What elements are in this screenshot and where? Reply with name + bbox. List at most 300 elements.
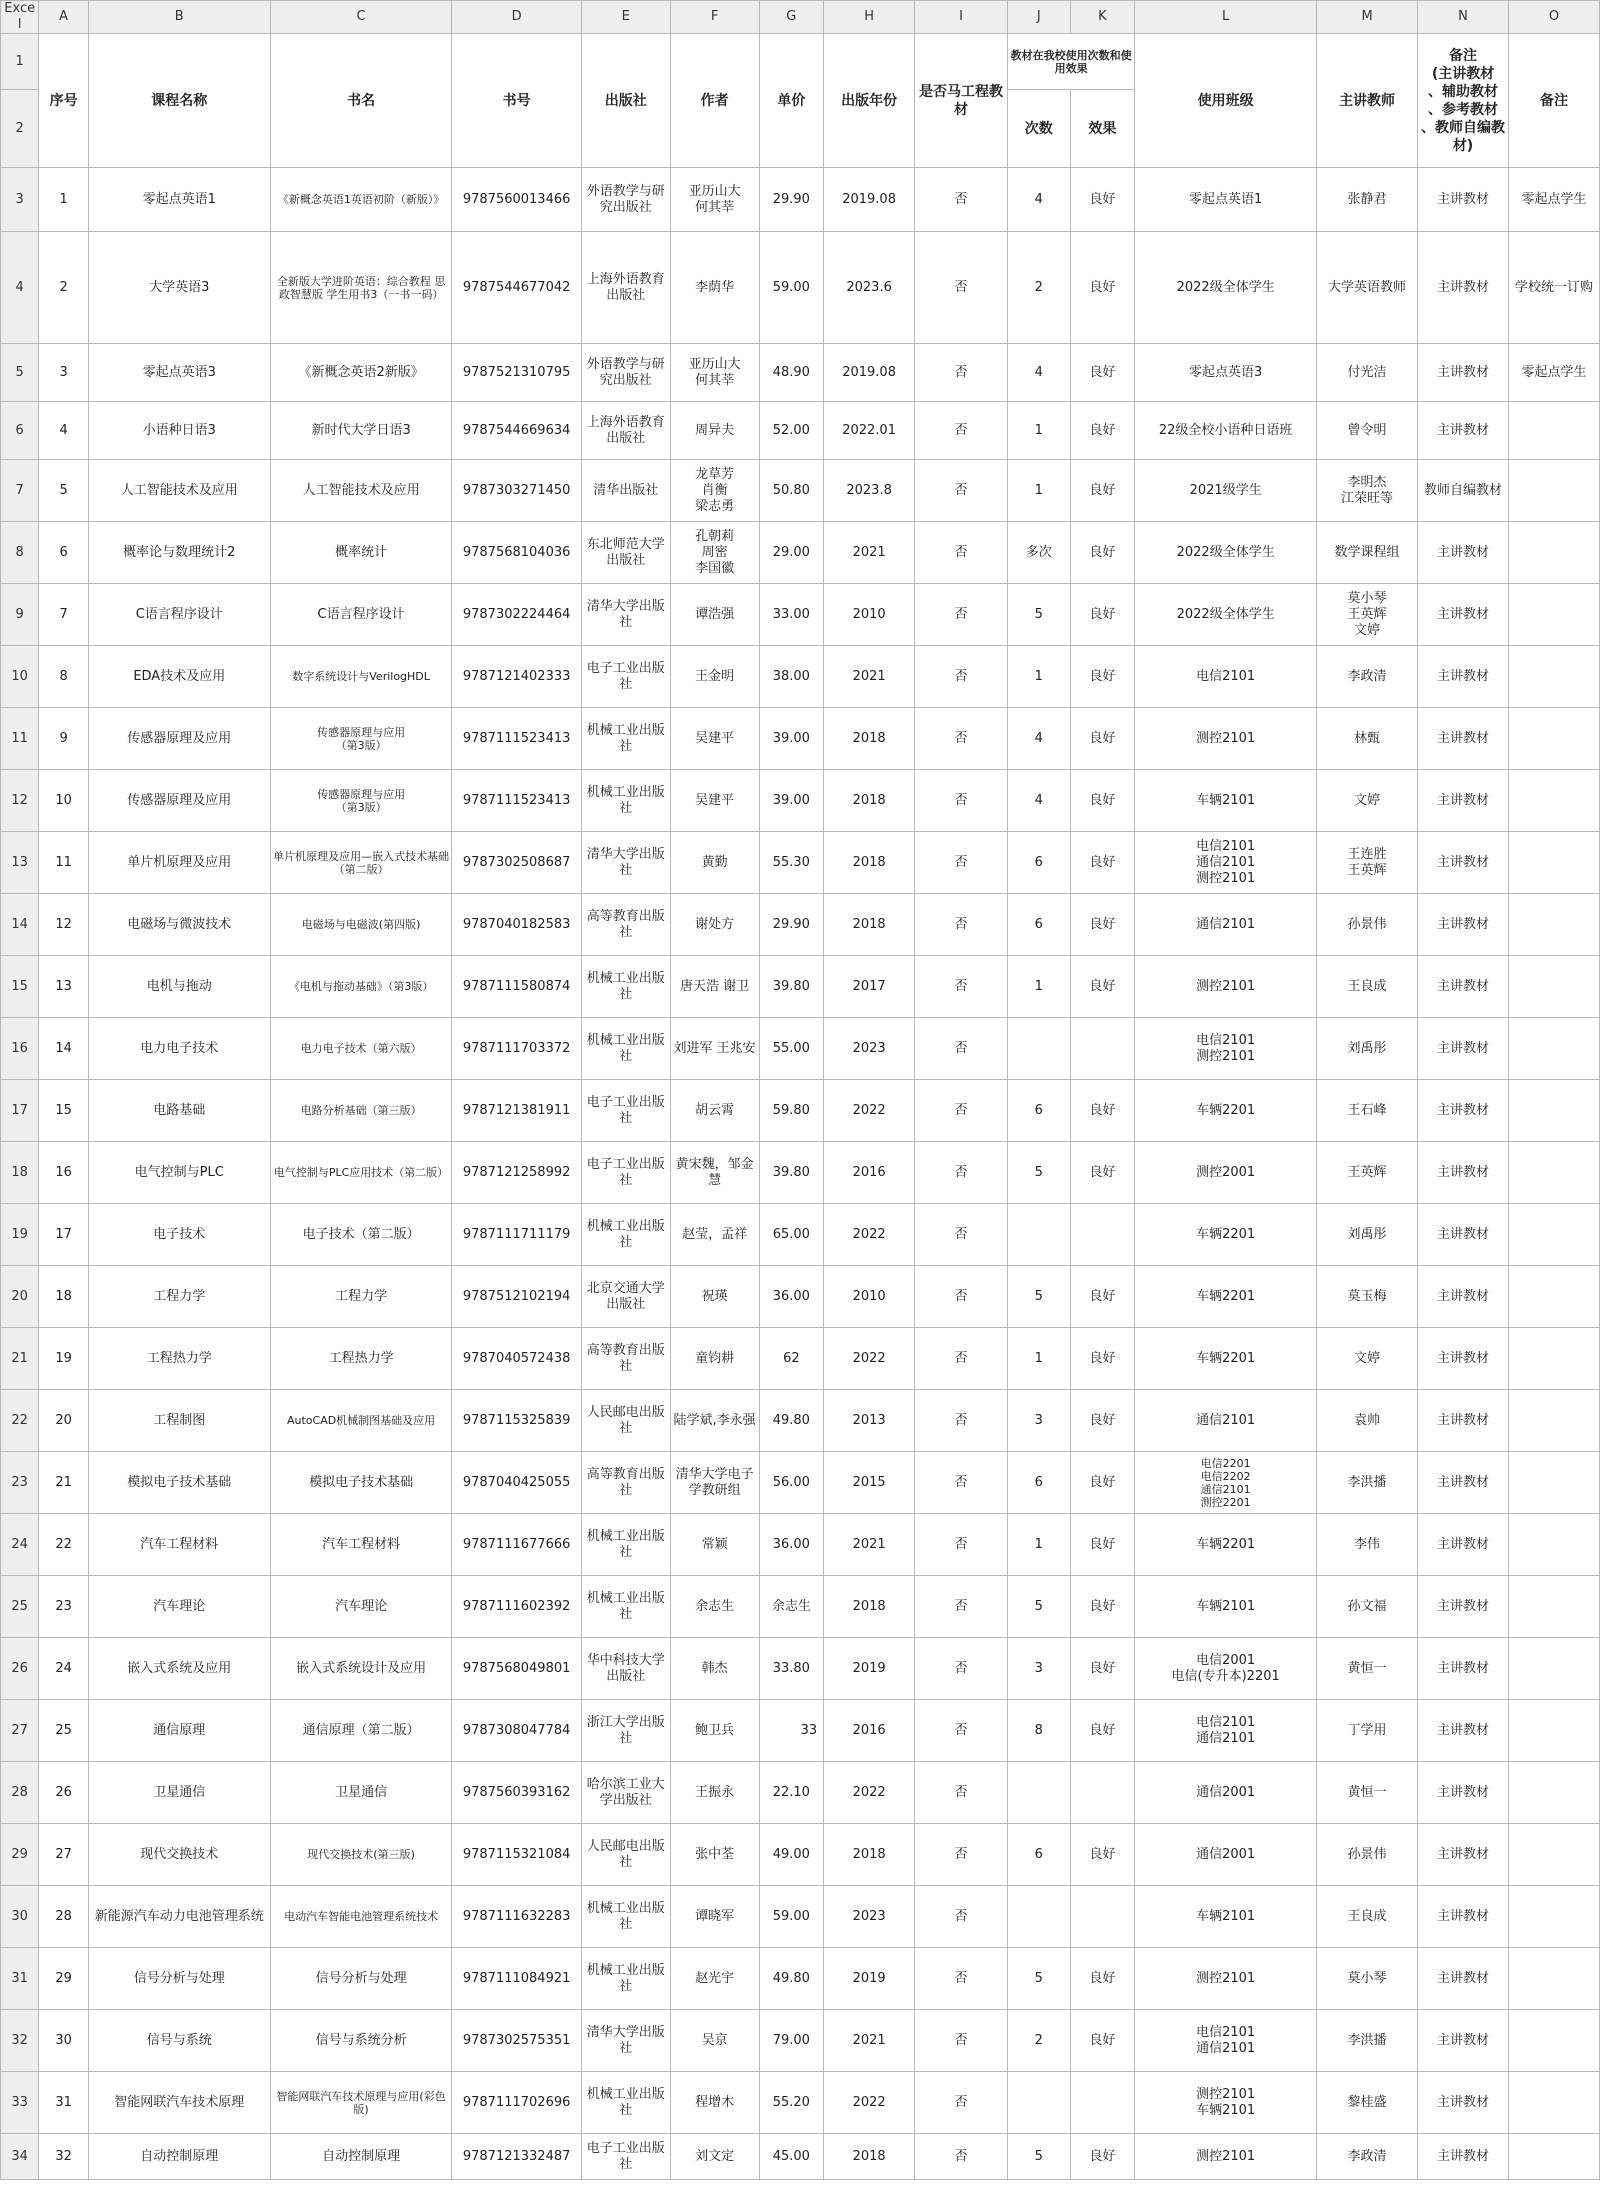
cell-classes[interactable]: 2022级全体学生 (1135, 232, 1317, 344)
cell-course[interactable]: 自动控制原理 (88, 2134, 270, 2180)
cell-course[interactable]: 电磁场与微波技术 (88, 894, 270, 956)
cell-isbn[interactable]: 9787568049801 (452, 1638, 581, 1700)
cell-marx[interactable]: 否 (915, 522, 1008, 584)
cell-book[interactable]: 数字系统设计与VerilogHDL (270, 646, 452, 708)
cell-book[interactable]: 信号分析与处理 (270, 1948, 452, 2010)
cell-note-type[interactable]: 主讲教材 (1418, 1700, 1509, 1762)
column-header-m[interactable]: M (1317, 1, 1418, 34)
cell-book[interactable]: 电力电子技术（第六版） (270, 1018, 452, 1080)
cell-publisher[interactable]: 人民邮电出版社 (581, 1390, 670, 1452)
cell-year[interactable]: 2023.8 (824, 460, 915, 522)
cell-isbn[interactable]: 9787521310795 (452, 344, 581, 402)
cell-year[interactable]: 2015 (824, 1452, 915, 1514)
cell-count[interactable]: 5 (1007, 1266, 1070, 1328)
cell-teacher[interactable]: 数学课程组 (1317, 522, 1418, 584)
cell-publisher[interactable]: 机械工业出版社 (581, 1576, 670, 1638)
cell-publisher[interactable]: 清华大学出版社 (581, 2010, 670, 2072)
header-count[interactable]: 次数 (1007, 90, 1070, 168)
cell-price[interactable]: 33.00 (759, 584, 824, 646)
cell-effect[interactable]: 良好 (1070, 1266, 1135, 1328)
cell-teacher[interactable]: 林甄 (1317, 708, 1418, 770)
row-number[interactable]: 6 (1, 402, 39, 460)
cell-count[interactable]: 1 (1007, 956, 1070, 1018)
cell-course[interactable]: 现代交换技术 (88, 1824, 270, 1886)
cell-course[interactable]: 工程制图 (88, 1390, 270, 1452)
cell-isbn[interactable]: 9787111084921 (452, 1948, 581, 2010)
cell-classes[interactable]: 测控2101 (1135, 2134, 1317, 2180)
cell-note[interactable] (1508, 832, 1599, 894)
cell-marx[interactable]: 否 (915, 708, 1008, 770)
row-number[interactable]: 25 (1, 1576, 39, 1638)
cell-course[interactable]: 传感器原理及应用 (88, 770, 270, 832)
row-number[interactable]: 17 (1, 1080, 39, 1142)
cell-note[interactable] (1508, 584, 1599, 646)
row-number[interactable]: 15 (1, 956, 39, 1018)
cell-isbn[interactable]: 9787302575351 (452, 2010, 581, 2072)
header-year[interactable]: 出版年份 (824, 34, 915, 168)
cell-note-type[interactable]: 教师自编教材 (1418, 460, 1509, 522)
cell-marx[interactable]: 否 (915, 1638, 1008, 1700)
cell-author[interactable]: 吴建平 (670, 770, 759, 832)
cell-year[interactable]: 2019.08 (824, 168, 915, 232)
cell-course[interactable]: 人工智能技术及应用 (88, 460, 270, 522)
cell-publisher[interactable]: 高等教育出版社 (581, 894, 670, 956)
cell-year[interactable]: 2022.01 (824, 402, 915, 460)
cell-teacher[interactable]: 孙景伟 (1317, 1824, 1418, 1886)
cell-count[interactable]: 5 (1007, 1948, 1070, 2010)
cell-author[interactable]: 黄宋魏，邹金慧 (670, 1142, 759, 1204)
cell-course[interactable]: 零起点英语1 (88, 168, 270, 232)
cell-author[interactable]: 唐天浩 谢卫 (670, 956, 759, 1018)
cell-year[interactable]: 2022 (824, 1204, 915, 1266)
cell-count[interactable] (1007, 1018, 1070, 1080)
cell-seq[interactable]: 16 (39, 1142, 88, 1204)
cell-seq[interactable]: 17 (39, 1204, 88, 1266)
cell-teacher[interactable]: 王石峰 (1317, 1080, 1418, 1142)
row-number[interactable]: 8 (1, 522, 39, 584)
cell-note[interactable] (1508, 2072, 1599, 2134)
cell-publisher[interactable]: 外语教学与研究出版社 (581, 344, 670, 402)
header-seq[interactable]: 序号 (39, 34, 88, 168)
cell-book[interactable]: 新时代大学日语3 (270, 402, 452, 460)
row-number[interactable]: 10 (1, 646, 39, 708)
cell-note-type[interactable]: 主讲教材 (1418, 1328, 1509, 1390)
cell-effect[interactable]: 良好 (1070, 1328, 1135, 1390)
cell-year[interactable]: 2018 (824, 770, 915, 832)
cell-seq[interactable]: 12 (39, 894, 88, 956)
cell-book[interactable]: 电路分析基础（第三版） (270, 1080, 452, 1142)
cell-note[interactable] (1508, 1018, 1599, 1080)
column-header-g[interactable]: G (759, 1, 824, 34)
cell-book[interactable]: 汽车工程材料 (270, 1514, 452, 1576)
cell-effect[interactable]: 良好 (1070, 460, 1135, 522)
cell-effect[interactable]: 良好 (1070, 1452, 1135, 1514)
cell-count[interactable]: 5 (1007, 1576, 1070, 1638)
cell-course[interactable]: 工程热力学 (88, 1328, 270, 1390)
cell-isbn[interactable]: 9787040572438 (452, 1328, 581, 1390)
corner-cell[interactable]: Excel (1, 1, 39, 34)
cell-count[interactable]: 6 (1007, 1080, 1070, 1142)
cell-isbn[interactable]: 9787121332487 (452, 2134, 581, 2180)
cell-teacher[interactable]: 黄恒一 (1317, 1762, 1418, 1824)
cell-effect[interactable]: 良好 (1070, 708, 1135, 770)
cell-price[interactable]: 65.00 (759, 1204, 824, 1266)
cell-author[interactable]: 龙草芳 肖衡 梁志勇 (670, 460, 759, 522)
cell-count[interactable] (1007, 1886, 1070, 1948)
cell-count[interactable]: 3 (1007, 1638, 1070, 1700)
row-number[interactable]: 19 (1, 1204, 39, 1266)
cell-publisher[interactable]: 机械工业出版社 (581, 1948, 670, 2010)
cell-author[interactable]: 余志生 (670, 1576, 759, 1638)
cell-count[interactable]: 5 (1007, 584, 1070, 646)
cell-year[interactable]: 2010 (824, 1266, 915, 1328)
cell-year[interactable]: 2016 (824, 1700, 915, 1762)
cell-course[interactable]: 工程力学 (88, 1266, 270, 1328)
cell-author[interactable]: 张中荃 (670, 1824, 759, 1886)
cell-classes[interactable]: 测控2101 (1135, 708, 1317, 770)
cell-year[interactable]: 2022 (824, 1080, 915, 1142)
cell-classes[interactable]: 电信2001 电信(专升本)2201 (1135, 1638, 1317, 1700)
cell-year[interactable]: 2021 (824, 1514, 915, 1576)
row-number[interactable]: 11 (1, 708, 39, 770)
cell-year[interactable]: 2022 (824, 1328, 915, 1390)
cell-note-type[interactable]: 主讲教材 (1418, 646, 1509, 708)
cell-isbn[interactable]: 9787115321084 (452, 1824, 581, 1886)
cell-author[interactable]: 程增木 (670, 2072, 759, 2134)
cell-isbn[interactable]: 9787121381911 (452, 1080, 581, 1142)
cell-note[interactable] (1508, 1576, 1599, 1638)
cell-marx[interactable]: 否 (915, 1700, 1008, 1762)
cell-author[interactable]: 童钧耕 (670, 1328, 759, 1390)
cell-teacher[interactable]: 王良成 (1317, 956, 1418, 1018)
cell-book[interactable]: 自动控制原理 (270, 2134, 452, 2180)
cell-year[interactable]: 2018 (824, 708, 915, 770)
row-number[interactable]: 1 (1, 34, 39, 90)
cell-count[interactable]: 4 (1007, 344, 1070, 402)
row-number[interactable]: 4 (1, 232, 39, 344)
cell-year[interactable]: 2019.08 (824, 344, 915, 402)
cell-classes[interactable]: 零起点英语1 (1135, 168, 1317, 232)
cell-seq[interactable]: 9 (39, 708, 88, 770)
cell-teacher[interactable]: 李洪播 (1317, 2010, 1418, 2072)
cell-price[interactable]: 59.00 (759, 232, 824, 344)
cell-teacher[interactable]: 李洪播 (1317, 1452, 1418, 1514)
cell-marx[interactable]: 否 (915, 2134, 1008, 2180)
cell-note[interactable] (1508, 1452, 1599, 1514)
cell-seq[interactable]: 32 (39, 2134, 88, 2180)
header-author[interactable]: 作者 (670, 34, 759, 168)
cell-note[interactable] (1508, 522, 1599, 584)
cell-book[interactable]: 信号与系统分析 (270, 2010, 452, 2072)
cell-isbn[interactable]: 9787111632283 (452, 1886, 581, 1948)
cell-course[interactable]: 通信原理 (88, 1700, 270, 1762)
cell-isbn[interactable]: 9787308047784 (452, 1700, 581, 1762)
cell-marx[interactable]: 否 (915, 956, 1008, 1018)
cell-book[interactable]: 传感器原理与应用 （第3版） (270, 770, 452, 832)
cell-effect[interactable]: 良好 (1070, 1142, 1135, 1204)
cell-book[interactable]: C语言程序设计 (270, 584, 452, 646)
cell-book[interactable]: 通信原理（第二版） (270, 1700, 452, 1762)
cell-count[interactable]: 多次 (1007, 522, 1070, 584)
cell-year[interactable]: 2018 (824, 1824, 915, 1886)
cell-publisher[interactable]: 上海外语教育出版社 (581, 232, 670, 344)
cell-count[interactable]: 1 (1007, 402, 1070, 460)
cell-marx[interactable]: 否 (915, 344, 1008, 402)
cell-effect[interactable]: 良好 (1070, 1700, 1135, 1762)
cell-price[interactable]: 52.00 (759, 402, 824, 460)
column-header-i[interactable]: I (915, 1, 1008, 34)
cell-course[interactable]: 智能网联汽车技术原理 (88, 2072, 270, 2134)
cell-book[interactable]: 概率统计 (270, 522, 452, 584)
row-number[interactable]: 30 (1, 1886, 39, 1948)
cell-year[interactable]: 2021 (824, 646, 915, 708)
cell-effect[interactable]: 良好 (1070, 956, 1135, 1018)
header-price[interactable]: 单价 (759, 34, 824, 168)
column-header-a[interactable]: A (39, 1, 88, 34)
cell-price[interactable]: 55.00 (759, 1018, 824, 1080)
cell-publisher[interactable]: 机械工业出版社 (581, 708, 670, 770)
cell-effect[interactable]: 良好 (1070, 584, 1135, 646)
cell-author[interactable]: 谭浩强 (670, 584, 759, 646)
row-number[interactable]: 21 (1, 1328, 39, 1390)
cell-marx[interactable]: 否 (915, 1390, 1008, 1452)
cell-effect[interactable]: 良好 (1070, 344, 1135, 402)
cell-note-type[interactable]: 主讲教材 (1418, 1824, 1509, 1886)
cell-isbn[interactable]: 9787302224464 (452, 584, 581, 646)
cell-isbn[interactable]: 9787544669634 (452, 402, 581, 460)
cell-book[interactable]: 《新概念英语2新版》 (270, 344, 452, 402)
cell-course[interactable]: C语言程序设计 (88, 584, 270, 646)
cell-note-type[interactable]: 主讲教材 (1418, 1452, 1509, 1514)
row-number[interactable]: 5 (1, 344, 39, 402)
cell-effect[interactable] (1070, 1204, 1135, 1266)
cell-course[interactable]: 大学英语3 (88, 232, 270, 344)
cell-course[interactable]: 传感器原理及应用 (88, 708, 270, 770)
cell-year[interactable]: 2013 (824, 1390, 915, 1452)
cell-author[interactable]: 李荫华 (670, 232, 759, 344)
cell-effect[interactable]: 良好 (1070, 646, 1135, 708)
cell-price[interactable]: 33 (759, 1700, 824, 1762)
cell-teacher[interactable]: 刘禹彤 (1317, 1018, 1418, 1080)
cell-note[interactable] (1508, 1328, 1599, 1390)
cell-publisher[interactable]: 机械工业出版社 (581, 1018, 670, 1080)
cell-price[interactable]: 59.00 (759, 1886, 824, 1948)
cell-classes[interactable]: 电信2101 通信2101 (1135, 2010, 1317, 2072)
cell-note[interactable] (1508, 1948, 1599, 2010)
cell-publisher[interactable]: 高等教育出版社 (581, 1452, 670, 1514)
cell-count[interactable]: 1 (1007, 460, 1070, 522)
cell-teacher[interactable]: 孙文福 (1317, 1576, 1418, 1638)
cell-note-type[interactable]: 主讲教材 (1418, 344, 1509, 402)
cell-note[interactable] (1508, 1204, 1599, 1266)
cell-publisher[interactable]: 机械工业出版社 (581, 770, 670, 832)
cell-note[interactable] (1508, 646, 1599, 708)
column-header-h[interactable]: H (824, 1, 915, 34)
cell-publisher[interactable]: 高等教育出版社 (581, 1328, 670, 1390)
header-book[interactable]: 书名 (270, 34, 452, 168)
header-publisher[interactable]: 出版社 (581, 34, 670, 168)
cell-course[interactable]: 零起点英语3 (88, 344, 270, 402)
cell-author[interactable]: 谭晓军 (670, 1886, 759, 1948)
header-note-type[interactable]: 备注 (主讲教材 、辅助教材 、参考教材 、教师自编教材) (1418, 34, 1509, 168)
cell-author[interactable]: 赵光宇 (670, 1948, 759, 2010)
cell-seq[interactable]: 14 (39, 1018, 88, 1080)
cell-note[interactable] (1508, 770, 1599, 832)
cell-author[interactable]: 韩杰 (670, 1638, 759, 1700)
cell-seq[interactable]: 31 (39, 2072, 88, 2134)
cell-note[interactable] (1508, 1700, 1599, 1762)
cell-classes[interactable]: 车辆2201 (1135, 1514, 1317, 1576)
cell-year[interactable]: 2018 (824, 894, 915, 956)
cell-publisher[interactable]: 机械工业出版社 (581, 956, 670, 1018)
cell-year[interactable]: 2016 (824, 1142, 915, 1204)
cell-marx[interactable]: 否 (915, 1452, 1008, 1514)
cell-book[interactable]: 《电机与拖动基础》（第3版） (270, 956, 452, 1018)
cell-note[interactable] (1508, 1142, 1599, 1204)
cell-author[interactable]: 常颖 (670, 1514, 759, 1576)
cell-author[interactable]: 亚历山大 何其莘 (670, 344, 759, 402)
cell-year[interactable]: 2010 (824, 584, 915, 646)
cell-marx[interactable]: 否 (915, 1266, 1008, 1328)
cell-author[interactable]: 黄勤 (670, 832, 759, 894)
cell-publisher[interactable]: 电子工业出版社 (581, 646, 670, 708)
cell-course[interactable]: 电机与拖动 (88, 956, 270, 1018)
cell-marx[interactable]: 否 (915, 1824, 1008, 1886)
cell-marx[interactable]: 否 (915, 584, 1008, 646)
cell-book[interactable]: 工程力学 (270, 1266, 452, 1328)
cell-note[interactable]: 零起点学生 (1508, 168, 1599, 232)
cell-isbn[interactable]: 9787121258992 (452, 1142, 581, 1204)
cell-year[interactable]: 2018 (824, 832, 915, 894)
cell-marx[interactable]: 否 (915, 894, 1008, 956)
cell-teacher[interactable]: 王良成 (1317, 1886, 1418, 1948)
cell-teacher[interactable]: 曾令明 (1317, 402, 1418, 460)
cell-book[interactable]: 传感器原理与应用 （第3版） (270, 708, 452, 770)
cell-marx[interactable]: 否 (915, 1018, 1008, 1080)
cell-note[interactable] (1508, 1762, 1599, 1824)
cell-note-type[interactable]: 主讲教材 (1418, 1142, 1509, 1204)
cell-book[interactable]: 全新版大学进阶英语：综合教程 思政智慧版 学生用书3（一书一码） (270, 232, 452, 344)
cell-teacher[interactable]: 孙景伟 (1317, 894, 1418, 956)
cell-note-type[interactable]: 主讲教材 (1418, 1886, 1509, 1948)
cell-note-type[interactable]: 主讲教材 (1418, 1514, 1509, 1576)
cell-teacher[interactable]: 张静君 (1317, 168, 1418, 232)
cell-isbn[interactable]: 9787111580874 (452, 956, 581, 1018)
cell-count[interactable] (1007, 2072, 1070, 2134)
cell-count[interactable]: 8 (1007, 1700, 1070, 1762)
cell-teacher[interactable]: 王连胜 王英辉 (1317, 832, 1418, 894)
cell-effect[interactable] (1070, 1762, 1135, 1824)
cell-author[interactable]: 周异夫 (670, 402, 759, 460)
cell-isbn[interactable]: 9787111602392 (452, 1576, 581, 1638)
cell-publisher[interactable]: 外语教学与研究出版社 (581, 168, 670, 232)
cell-seq[interactable]: 24 (39, 1638, 88, 1700)
cell-course[interactable]: 信号分析与处理 (88, 1948, 270, 2010)
cell-note-type[interactable]: 主讲教材 (1418, 522, 1509, 584)
cell-note[interactable] (1508, 402, 1599, 460)
cell-teacher[interactable]: 黄恒一 (1317, 1638, 1418, 1700)
cell-count[interactable]: 6 (1007, 832, 1070, 894)
cell-seq[interactable]: 10 (39, 770, 88, 832)
cell-isbn[interactable]: 9787303271450 (452, 460, 581, 522)
cell-publisher[interactable]: 人民邮电出版社 (581, 1824, 670, 1886)
cell-note[interactable] (1508, 1638, 1599, 1700)
cell-note-type[interactable]: 主讲教材 (1418, 2134, 1509, 2180)
cell-book[interactable]: AutoCAD机械制图基础及应用 (270, 1390, 452, 1452)
cell-classes[interactable]: 电信2101 通信2101 测控2101 (1135, 832, 1317, 894)
row-number[interactable]: 33 (1, 2072, 39, 2134)
cell-marx[interactable]: 否 (915, 770, 1008, 832)
cell-course[interactable]: 汽车工程材料 (88, 1514, 270, 1576)
cell-note[interactable] (1508, 1080, 1599, 1142)
cell-price[interactable]: 50.80 (759, 460, 824, 522)
cell-course[interactable]: 电气控制与PLC (88, 1142, 270, 1204)
cell-teacher[interactable]: 大学英语教师 (1317, 232, 1418, 344)
cell-seq[interactable]: 4 (39, 402, 88, 460)
row-number[interactable]: 27 (1, 1700, 39, 1762)
cell-teacher[interactable]: 刘禹彤 (1317, 1204, 1418, 1266)
row-number[interactable]: 13 (1, 832, 39, 894)
cell-marx[interactable]: 否 (915, 832, 1008, 894)
cell-note-type[interactable]: 主讲教材 (1418, 2010, 1509, 2072)
cell-price[interactable]: 59.80 (759, 1080, 824, 1142)
cell-price[interactable]: 49.00 (759, 1824, 824, 1886)
cell-effect[interactable]: 良好 (1070, 402, 1135, 460)
cell-price[interactable]: 79.00 (759, 2010, 824, 2072)
header-note[interactable]: 备注 (1508, 34, 1599, 168)
cell-effect[interactable]: 良好 (1070, 1080, 1135, 1142)
cell-note-type[interactable]: 主讲教材 (1418, 1948, 1509, 2010)
cell-note[interactable] (1508, 708, 1599, 770)
cell-isbn[interactable]: 9787040425055 (452, 1452, 581, 1514)
cell-classes[interactable]: 2022级全体学生 (1135, 584, 1317, 646)
column-header-l[interactable]: L (1135, 1, 1317, 34)
cell-effect[interactable]: 良好 (1070, 770, 1135, 832)
cell-classes[interactable]: 车辆2201 (1135, 1204, 1317, 1266)
column-header-n[interactable]: N (1418, 1, 1509, 34)
row-number[interactable]: 34 (1, 2134, 39, 2180)
cell-note-type[interactable]: 主讲教材 (1418, 168, 1509, 232)
cell-author[interactable]: 王振永 (670, 1762, 759, 1824)
cell-effect[interactable]: 良好 (1070, 1390, 1135, 1452)
column-header-o[interactable]: O (1508, 1, 1599, 34)
cell-marx[interactable]: 否 (915, 646, 1008, 708)
cell-publisher[interactable]: 清华出版社 (581, 460, 670, 522)
cell-isbn[interactable]: 9787111703372 (452, 1018, 581, 1080)
cell-isbn[interactable]: 9787111677666 (452, 1514, 581, 1576)
cell-book[interactable]: 工程热力学 (270, 1328, 452, 1390)
cell-classes[interactable]: 通信2101 (1135, 1390, 1317, 1452)
cell-publisher[interactable]: 上海外语教育出版社 (581, 402, 670, 460)
cell-effect[interactable]: 良好 (1070, 168, 1135, 232)
cell-classes[interactable]: 22级全校小语种日语班 (1135, 402, 1317, 460)
cell-marx[interactable]: 否 (915, 1142, 1008, 1204)
row-number[interactable]: 23 (1, 1452, 39, 1514)
cell-effect[interactable] (1070, 1886, 1135, 1948)
cell-marx[interactable]: 否 (915, 1762, 1008, 1824)
cell-course[interactable]: 概率论与数理统计2 (88, 522, 270, 584)
cell-teacher[interactable]: 文婷 (1317, 770, 1418, 832)
cell-note[interactable] (1508, 1266, 1599, 1328)
cell-effect[interactable]: 良好 (1070, 1576, 1135, 1638)
column-header-j[interactable]: J (1007, 1, 1070, 34)
cell-course[interactable]: 电路基础 (88, 1080, 270, 1142)
row-number[interactable]: 29 (1, 1824, 39, 1886)
cell-course[interactable]: 小语种日语3 (88, 402, 270, 460)
cell-book[interactable]: 智能网联汽车技术原理与应用(彩色版) (270, 2072, 452, 2134)
cell-book[interactable]: 电磁场与电磁波(第四版) (270, 894, 452, 956)
cell-note-type[interactable]: 主讲教材 (1418, 232, 1509, 344)
